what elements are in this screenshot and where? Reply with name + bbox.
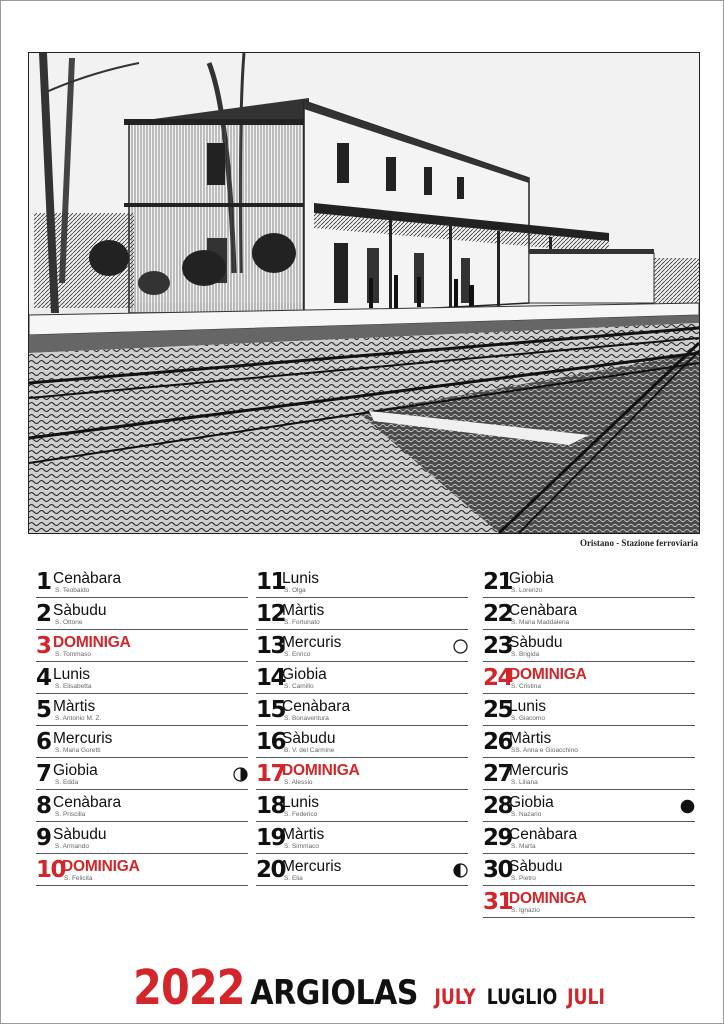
calendar-day-row — [483, 758, 695, 790]
calendar-day-row — [483, 886, 695, 918]
calendar-day-row — [36, 662, 248, 694]
calendar-day-row — [36, 566, 248, 598]
day-name: DOMINIGA — [53, 634, 131, 651]
day-number: 4 — [36, 665, 51, 691]
day-number: 12 — [256, 601, 286, 627]
saint-name: S. Maria Goretti — [55, 747, 101, 754]
day-number: 28 — [483, 793, 513, 819]
saint-name: S. Ignazio — [511, 907, 540, 914]
saint-name: S. Enrico — [284, 651, 311, 658]
calendar-day-row — [36, 822, 248, 854]
day-name: Cenàbara — [53, 794, 122, 811]
day-number: 11 — [256, 569, 286, 595]
day-number: 26 — [483, 729, 513, 755]
day-name: Giobia — [509, 570, 554, 587]
calendar-day-row — [256, 694, 468, 726]
calendar-day-row — [256, 854, 468, 886]
calendar-day-row — [483, 822, 695, 854]
calendar-day-row — [256, 790, 468, 822]
day-number: 8 — [36, 793, 51, 819]
calendar-day-row — [256, 630, 468, 662]
first-quarter-moon-icon — [233, 767, 248, 782]
saint-name: S. Ottone — [55, 619, 83, 626]
day-name: Sàbudu — [509, 634, 563, 651]
day-name: DOMINIGA — [62, 858, 140, 875]
saint-name: S. Marta — [511, 843, 536, 850]
day-number: 10 — [36, 857, 66, 883]
calendar-day-row — [483, 726, 695, 758]
footer-year: 2022 — [133, 960, 245, 1016]
day-name: Màrtis — [282, 602, 325, 619]
saint-name: S. Bonaventura — [284, 715, 329, 722]
calendar-column-1 — [36, 566, 248, 886]
calendar-day-row — [256, 822, 468, 854]
day-name: Màrtis — [282, 826, 325, 843]
calendar-day-row — [256, 726, 468, 758]
day-number: 16 — [256, 729, 286, 755]
calendar-day-row — [36, 854, 248, 886]
day-name: DOMINIGA — [509, 666, 587, 683]
saint-name: S. Federico — [284, 811, 318, 818]
saint-name: S. Brigida — [511, 651, 540, 658]
day-number: 3 — [36, 633, 51, 659]
calendar-day-row — [483, 790, 695, 822]
saint-name: S. Elia — [284, 875, 303, 882]
day-name: Lunis — [282, 794, 320, 811]
new-moon-icon — [680, 799, 695, 814]
calendar-day-row — [36, 758, 248, 790]
calendar-day-row — [483, 854, 695, 886]
saint-name: S. Maria Maddalena — [511, 619, 570, 626]
calendar-day-row — [256, 566, 468, 598]
day-number: 5 — [36, 697, 51, 723]
day-number: 14 — [256, 665, 286, 691]
day-name: Giobia — [509, 794, 554, 811]
saint-name: S. Priscilla — [55, 811, 86, 818]
calendar-day-row — [36, 598, 248, 630]
day-name: Cenàbara — [53, 570, 122, 587]
day-number: 19 — [256, 825, 286, 851]
day-number: 1 — [36, 569, 51, 595]
day-name: Sàbudu — [282, 730, 336, 747]
station-engraving-image — [28, 52, 700, 534]
day-number: 22 — [483, 601, 513, 627]
calendar-day-row — [256, 758, 468, 790]
saint-name: S. Alessio — [284, 779, 313, 786]
calendar-day-row — [483, 598, 695, 630]
day-number: 25 — [483, 697, 513, 723]
calendar-day-row — [483, 630, 695, 662]
day-number: 6 — [36, 729, 51, 755]
saint-name: S. Teobaldo — [55, 587, 90, 594]
saint-name: B. V. del Carmine — [284, 747, 335, 754]
day-name: Màrtis — [53, 698, 96, 715]
calendar-day-row — [36, 790, 248, 822]
saint-name: S. Nazario — [511, 811, 542, 818]
day-number: 2 — [36, 601, 51, 627]
calendar-day-row — [36, 630, 248, 662]
day-name: Sàbudu — [53, 602, 107, 619]
calendar-day-row — [483, 662, 695, 694]
day-number: 9 — [36, 825, 51, 851]
day-name: Mercuris — [282, 858, 342, 875]
day-name: DOMINIGA — [509, 890, 587, 907]
day-name: Sàbudu — [509, 858, 563, 875]
image-caption: Oristano - Stazione ferroviaria — [579, 538, 698, 548]
saint-name: S. Liliana — [511, 779, 538, 786]
day-name: DOMINIGA — [282, 762, 360, 779]
calendar-column-2 — [256, 566, 468, 886]
day-name: Cenàbara — [509, 602, 578, 619]
footer-month-de: JULI — [567, 985, 605, 1009]
calendar-day-row — [36, 726, 248, 758]
day-number: 20 — [256, 857, 286, 883]
saint-name: S. Antonio M. Z. — [55, 715, 102, 722]
day-name: Màrtis — [509, 730, 552, 747]
footer-month-it: LUGLIO — [486, 985, 557, 1009]
day-number: 18 — [256, 793, 286, 819]
day-name: Mercuris — [509, 762, 569, 779]
calendar-day-row — [256, 662, 468, 694]
footer-month-en: JULY — [434, 985, 476, 1009]
calendar-day-row — [256, 598, 468, 630]
saint-name: S. Fortunato — [284, 619, 320, 626]
day-number: 27 — [483, 761, 513, 787]
calendar-day-row — [36, 694, 248, 726]
saint-name: S. Cristina — [511, 683, 541, 690]
saint-name: S. Elisabetta — [55, 683, 92, 690]
day-number: 24 — [483, 665, 513, 691]
day-number: 21 — [483, 569, 513, 595]
day-number: 29 — [483, 825, 513, 851]
saint-name: S. Pietro — [511, 875, 536, 882]
calendar-column-3 — [483, 566, 695, 918]
day-number: 30 — [483, 857, 513, 883]
day-name: Mercuris — [53, 730, 113, 747]
calendar-day-row — [483, 694, 695, 726]
day-name: Giobia — [282, 666, 327, 683]
saint-name: S. Camillo — [284, 683, 314, 690]
day-name: Sàbudu — [53, 826, 107, 843]
day-number: 23 — [483, 633, 513, 659]
saint-name: S. Edda — [55, 779, 79, 786]
saint-name: S. Olga — [284, 587, 306, 594]
saint-name: SS. Anna e Gioacchino — [511, 747, 578, 754]
full-moon-icon — [453, 639, 468, 654]
day-name: Cenàbara — [509, 826, 578, 843]
day-number: 7 — [36, 761, 51, 787]
saint-name: S. Lorenzo — [511, 587, 543, 594]
saint-name: S. Tommaso — [55, 651, 92, 658]
day-number: 17 — [256, 761, 286, 787]
last-quarter-moon-icon — [453, 863, 468, 878]
footer-brand: ARGIOLAS — [250, 973, 419, 1013]
day-name: Lunis — [282, 570, 320, 587]
day-name: Lunis — [509, 698, 547, 715]
day-name: Cenàbara — [282, 698, 351, 715]
day-number: 13 — [256, 633, 286, 659]
calendar-footer — [0, 960, 724, 1016]
saint-name: S. Felicita — [64, 875, 93, 882]
saint-name: S. Armando — [55, 843, 89, 850]
day-name: Mercuris — [282, 634, 342, 651]
day-number: 31 — [483, 889, 513, 915]
day-name: Lunis — [53, 666, 91, 683]
day-name: Giobia — [53, 762, 98, 779]
saint-name: S. Simmaco — [284, 843, 320, 850]
saint-name: S. Giacomo — [511, 715, 545, 722]
calendar-day-row — [483, 566, 695, 598]
day-number: 15 — [256, 697, 286, 723]
